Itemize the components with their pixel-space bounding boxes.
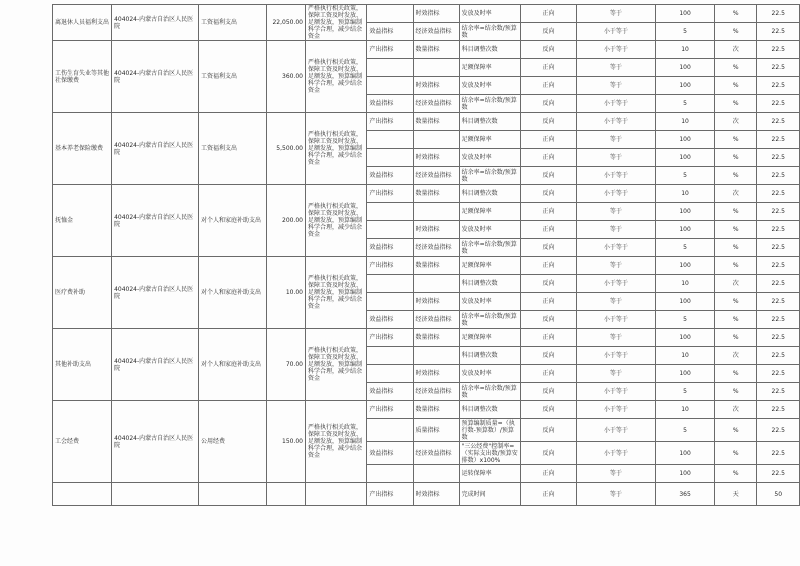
goal-cell: 严格执行相关政策，保障工资及时发放、足额发放，预算编制科学合理，减少结余资金 <box>306 185 367 257</box>
fund-type-cell: 工资福利支出 <box>198 41 266 113</box>
indicator-level3-cell: 科目调整次数 <box>459 401 521 419</box>
indicator-level3-cell: 结余率=结余数/预算数 <box>459 239 521 257</box>
unit-measure-cell: % <box>715 383 757 401</box>
table-row <box>53 113 800 131</box>
direction-cell: 反向 <box>521 442 576 465</box>
operator-cell: 小于等于 <box>576 442 655 465</box>
score-cell: 22.5 <box>757 131 800 149</box>
direction-cell: 反向 <box>521 41 576 59</box>
operator-cell: 小于等于 <box>576 347 655 365</box>
indicator-level2-cell: 经济效益指标 <box>413 383 459 401</box>
target-value-cell: 10 <box>656 185 715 203</box>
score-cell: 22.5 <box>757 239 800 257</box>
project-name-cell: 离退休人员福利支出 <box>53 5 112 41</box>
unit-cell: 404024-内蒙古自治区人民医院 <box>112 41 199 113</box>
indicator-level1-cell <box>367 365 413 383</box>
indicator-level2-cell: 经济效益指标 <box>413 239 459 257</box>
direction-cell: 反向 <box>521 239 576 257</box>
unit-measure-cell: 次 <box>715 347 757 365</box>
score-cell: 22.5 <box>757 149 800 167</box>
score-cell: 22.5 <box>757 95 800 113</box>
unit-measure-cell: % <box>715 257 757 275</box>
indicator-level3-cell: "三公经费"控制率=（实际支出数/预算安排数）x100% <box>459 442 521 465</box>
indicator-level1-cell <box>367 221 413 239</box>
target-value-cell: 5 <box>656 95 715 113</box>
target-value-cell: 100 <box>656 149 715 167</box>
unit-measure-cell: % <box>715 149 757 167</box>
indicator-level3-cell: 科目调整次数 <box>459 41 521 59</box>
indicator-level2-cell <box>413 275 459 293</box>
indicator-level1-cell <box>367 293 413 311</box>
direction-cell: 反向 <box>521 185 576 203</box>
direction-cell: 反向 <box>521 23 576 41</box>
target-value-cell: 5 <box>656 23 715 41</box>
unit-measure-cell: % <box>715 365 757 383</box>
indicator-level2-cell <box>413 59 459 77</box>
indicator-level2-cell: 时效指标 <box>413 149 459 167</box>
target-value-cell: 100 <box>656 5 715 23</box>
operator-cell: 小于等于 <box>576 185 655 203</box>
unit-measure-cell: % <box>715 95 757 113</box>
indicator-level2-cell: 时效指标 <box>413 365 459 383</box>
operator-cell: 小于等于 <box>576 167 655 185</box>
indicator-level2-cell: 经济效益指标 <box>413 442 459 465</box>
operator-cell: 小于等于 <box>576 95 655 113</box>
operator-cell: 等于 <box>576 5 655 23</box>
direction-cell: 反向 <box>521 167 576 185</box>
target-value-cell: 100 <box>656 221 715 239</box>
target-value-cell: 10 <box>656 347 715 365</box>
operator-cell: 等于 <box>576 365 655 383</box>
goal-cell: 严格执行相关政策，保障工资及时发放、足额发放，预算编制科学合理，减少结余资金 <box>306 401 367 483</box>
table-row <box>53 185 800 203</box>
score-cell: 22.5 <box>757 365 800 383</box>
project-name-cell: 工伤生育失业等其他社保缴费 <box>53 41 112 113</box>
indicator-level1-cell: 效益指标 <box>367 167 413 185</box>
fund-type-cell <box>198 483 266 506</box>
goal-cell: 严格执行相关政策，保障工资及时发放、足额发放，预算编制科学合理，减少结余资金 <box>306 41 367 113</box>
indicator-level3-cell: 发放及时率 <box>459 5 521 23</box>
direction-cell: 正向 <box>521 203 576 221</box>
table-row <box>53 5 800 23</box>
score-cell: 22.5 <box>757 442 800 465</box>
indicator-level1-cell <box>367 465 413 483</box>
operator-cell: 等于 <box>576 131 655 149</box>
operator-cell: 小于等于 <box>576 275 655 293</box>
unit-measure-cell: 次 <box>715 41 757 59</box>
goal-cell: 严格执行相关政策，保障工资及时发放、足额发放，预算编制科学合理，减少结余资金 <box>306 5 367 41</box>
unit-cell: 404024-内蒙古自治区人民医院 <box>112 257 199 329</box>
target-value-cell: 5 <box>656 419 715 442</box>
indicator-level1-cell: 产出指标 <box>367 185 413 203</box>
score-cell: 22.5 <box>757 167 800 185</box>
target-value-cell: 100 <box>656 77 715 95</box>
amount-cell: 360.00 <box>267 41 306 113</box>
indicator-level3-cell: 发放及时率 <box>459 365 521 383</box>
indicator-level2-cell: 数量指标 <box>413 401 459 419</box>
unit-measure-cell: % <box>715 311 757 329</box>
unit-measure-cell: % <box>715 131 757 149</box>
indicator-level2-cell: 时效指标 <box>413 5 459 23</box>
indicator-level2-cell: 时效指标 <box>413 483 459 506</box>
score-cell: 22.5 <box>757 311 800 329</box>
unit-measure-cell: % <box>715 23 757 41</box>
performance-target-table <box>52 4 800 506</box>
indicator-level2-cell: 数量指标 <box>413 113 459 131</box>
unit-measure-cell: % <box>715 293 757 311</box>
indicator-level3-cell: 运转保障率 <box>459 465 521 483</box>
project-name-cell: 抚恤金 <box>53 185 112 257</box>
indicator-level3-cell: 发放及时率 <box>459 77 521 95</box>
unit-measure-cell: % <box>715 465 757 483</box>
indicator-level3-cell: 足额保障率 <box>459 329 521 347</box>
direction-cell: 正向 <box>521 483 576 506</box>
indicator-level3-cell: 足额保障率 <box>459 59 521 77</box>
indicator-level3-cell: 结余率=结余数/预算数 <box>459 23 521 41</box>
project-name-cell: 工会经费 <box>53 401 112 483</box>
project-name-cell <box>53 483 112 506</box>
operator-cell: 等于 <box>576 293 655 311</box>
target-value-cell: 100 <box>656 442 715 465</box>
unit-measure-cell: % <box>715 59 757 77</box>
unit-measure-cell: % <box>715 419 757 442</box>
operator-cell: 小于等于 <box>576 41 655 59</box>
score-cell: 50 <box>757 483 800 506</box>
target-value-cell: 100 <box>656 257 715 275</box>
target-value-cell: 5 <box>656 311 715 329</box>
unit-measure-cell: % <box>715 442 757 465</box>
operator-cell: 小于等于 <box>576 239 655 257</box>
amount-cell: 200.00 <box>267 185 306 257</box>
unit-measure-cell: 次 <box>715 113 757 131</box>
unit-cell: 404024-内蒙古自治区人民医院 <box>112 329 199 401</box>
indicator-level1-cell <box>367 77 413 95</box>
target-value-cell: 5 <box>656 239 715 257</box>
direction-cell: 反向 <box>521 113 576 131</box>
indicator-level3-cell: 足额保障率 <box>459 131 521 149</box>
direction-cell: 反向 <box>521 347 576 365</box>
indicator-level3-cell: 发放及时率 <box>459 293 521 311</box>
indicator-level2-cell: 数量指标 <box>413 257 459 275</box>
indicator-level1-cell: 产出指标 <box>367 113 413 131</box>
unit-cell: 404024-内蒙古自治区人民医院 <box>112 5 199 41</box>
direction-cell: 反向 <box>521 311 576 329</box>
operator-cell: 小于等于 <box>576 419 655 442</box>
operator-cell: 小于等于 <box>576 23 655 41</box>
indicator-level1-cell <box>367 59 413 77</box>
fund-type-cell: 对个人和家庭补助支出 <box>198 329 266 401</box>
score-cell: 22.5 <box>757 401 800 419</box>
score-cell: 22.5 <box>757 5 800 23</box>
unit-measure-cell: % <box>715 203 757 221</box>
indicator-level1-cell: 效益指标 <box>367 239 413 257</box>
fund-type-cell: 公用经费 <box>198 401 266 483</box>
direction-cell: 正向 <box>521 221 576 239</box>
indicator-level2-cell: 质量指标 <box>413 419 459 442</box>
indicator-level1-cell: 产出指标 <box>367 41 413 59</box>
indicator-level1-cell: 效益指标 <box>367 311 413 329</box>
direction-cell: 反向 <box>521 275 576 293</box>
indicator-level2-cell: 数量指标 <box>413 329 459 347</box>
amount-cell: 5,500.00 <box>267 113 306 185</box>
indicator-level1-cell: 产出指标 <box>367 329 413 347</box>
indicator-level1-cell: 效益指标 <box>367 383 413 401</box>
indicator-level1-cell <box>367 419 413 442</box>
table-row <box>53 329 800 347</box>
operator-cell: 小于等于 <box>576 113 655 131</box>
target-value-cell: 10 <box>656 401 715 419</box>
goal-cell: 严格执行相关政策，保障工资及时发放、足额发放，预算编制科学合理，减少结余资金 <box>306 113 367 185</box>
indicator-level1-cell: 效益指标 <box>367 442 413 465</box>
indicator-level3-cell: 预算编制质量=（执行数-预算数）/预算数 <box>459 419 521 442</box>
indicator-level3-cell: 科目调整次数 <box>459 275 521 293</box>
indicator-level1-cell <box>367 149 413 167</box>
indicator-level3-cell: 结余率=结余数/预算数 <box>459 167 521 185</box>
target-value-cell: 10 <box>656 275 715 293</box>
direction-cell: 正向 <box>521 257 576 275</box>
unit-cell: 404024-内蒙古自治区人民医院 <box>112 113 199 185</box>
fund-type-cell: 对个人和家庭补助支出 <box>198 257 266 329</box>
table-row <box>53 401 800 419</box>
fund-type-cell: 对个人和家庭补助支出 <box>198 185 266 257</box>
goal-cell: 严格执行相关政策，保障工资及时发放、足额发放，预算编制科学合理，减少结余资金 <box>306 257 367 329</box>
unit-measure-cell: % <box>715 221 757 239</box>
operator-cell: 等于 <box>576 149 655 167</box>
table-row <box>53 41 800 59</box>
score-cell: 22.5 <box>757 329 800 347</box>
unit-cell: 404024-内蒙古自治区人民医院 <box>112 185 199 257</box>
unit-measure-cell: % <box>715 239 757 257</box>
indicator-level2-cell: 经济效益指标 <box>413 311 459 329</box>
target-value-cell: 100 <box>656 203 715 221</box>
target-value-cell: 365 <box>656 483 715 506</box>
indicator-level3-cell: 足额保障率 <box>459 257 521 275</box>
unit-measure-cell: 次 <box>715 275 757 293</box>
indicator-level1-cell: 产出指标 <box>367 257 413 275</box>
indicator-level1-cell: 产出指标 <box>367 401 413 419</box>
direction-cell: 正向 <box>521 329 576 347</box>
unit-cell <box>112 483 199 506</box>
operator-cell: 小于等于 <box>576 311 655 329</box>
target-value-cell: 100 <box>656 465 715 483</box>
indicator-level1-cell <box>367 203 413 221</box>
unit-cell: 404024-内蒙古自治区人民医院 <box>112 401 199 483</box>
indicator-level3-cell: 结余率=结余数/预算数 <box>459 383 521 401</box>
target-value-cell: 10 <box>656 41 715 59</box>
indicator-level2-cell: 经济效益指标 <box>413 167 459 185</box>
target-value-cell: 5 <box>656 383 715 401</box>
indicator-level2-cell <box>413 203 459 221</box>
target-value-cell: 5 <box>656 167 715 185</box>
score-cell: 22.5 <box>757 41 800 59</box>
target-value-cell: 100 <box>656 293 715 311</box>
score-cell: 22.5 <box>757 419 800 442</box>
indicator-level2-cell: 经济效益指标 <box>413 95 459 113</box>
amount-cell <box>267 483 306 506</box>
direction-cell: 正向 <box>521 293 576 311</box>
operator-cell: 等于 <box>576 59 655 77</box>
direction-cell: 正向 <box>521 465 576 483</box>
indicator-level2-cell: 时效指标 <box>413 293 459 311</box>
score-cell: 22.5 <box>757 203 800 221</box>
target-value-cell: 100 <box>656 131 715 149</box>
indicator-level2-cell: 数量指标 <box>413 185 459 203</box>
operator-cell: 等于 <box>576 483 655 506</box>
indicator-level2-cell <box>413 347 459 365</box>
project-name-cell: 其他补助支出 <box>53 329 112 401</box>
direction-cell: 反向 <box>521 419 576 442</box>
amount-cell: 150.00 <box>267 401 306 483</box>
indicator-level3-cell: 足额保障率 <box>459 203 521 221</box>
unit-measure-cell: 次 <box>715 185 757 203</box>
target-value-cell: 100 <box>656 59 715 77</box>
direction-cell: 正向 <box>521 77 576 95</box>
goal-cell: 严格执行相关政策，保障工资及时发放、足额发放，预算编制科学合理，减少结余资金 <box>306 329 367 401</box>
indicator-level2-cell: 时效指标 <box>413 77 459 95</box>
unit-measure-cell: 次 <box>715 401 757 419</box>
indicator-level2-cell: 数量指标 <box>413 41 459 59</box>
indicator-level3-cell: 结余率=结余数/预算数 <box>459 95 521 113</box>
fund-type-cell: 工资福利支出 <box>198 5 266 41</box>
score-cell: 22.5 <box>757 257 800 275</box>
indicator-level1-cell: 产出指标 <box>367 483 413 506</box>
indicator-level1-cell <box>367 275 413 293</box>
direction-cell: 反向 <box>521 95 576 113</box>
target-value-cell: 100 <box>656 365 715 383</box>
goal-cell <box>306 483 367 506</box>
amount-cell: 70.00 <box>267 329 306 401</box>
indicator-level1-cell: 效益指标 <box>367 95 413 113</box>
indicator-level3-cell: 科目调整次数 <box>459 347 521 365</box>
score-cell: 22.5 <box>757 465 800 483</box>
indicator-level1-cell: 效益指标 <box>367 23 413 41</box>
table-body <box>53 5 800 506</box>
table-row <box>53 257 800 275</box>
indicator-level3-cell: 科目调整次数 <box>459 113 521 131</box>
indicator-level1-cell <box>367 347 413 365</box>
indicator-level3-cell: 完成时间 <box>459 483 521 506</box>
score-cell: 22.5 <box>757 221 800 239</box>
indicator-level3-cell: 发放及时率 <box>459 221 521 239</box>
score-cell: 22.5 <box>757 113 800 131</box>
score-cell: 22.5 <box>757 293 800 311</box>
indicator-level2-cell: 经济效益指标 <box>413 23 459 41</box>
direction-cell: 反向 <box>521 401 576 419</box>
project-name-cell: 基本养老保险缴费 <box>53 113 112 185</box>
unit-measure-cell: % <box>715 167 757 185</box>
direction-cell: 正向 <box>521 59 576 77</box>
operator-cell: 等于 <box>576 257 655 275</box>
indicator-level1-cell <box>367 131 413 149</box>
score-cell: 22.5 <box>757 383 800 401</box>
operator-cell: 小于等于 <box>576 401 655 419</box>
indicator-level3-cell: 结余率=结余数/预算数 <box>459 311 521 329</box>
target-value-cell: 10 <box>656 113 715 131</box>
project-name-cell: 医疗费补助 <box>53 257 112 329</box>
operator-cell: 等于 <box>576 465 655 483</box>
unit-measure-cell: % <box>715 5 757 23</box>
operator-cell: 等于 <box>576 329 655 347</box>
direction-cell: 反向 <box>521 383 576 401</box>
target-value-cell: 100 <box>656 329 715 347</box>
direction-cell: 正向 <box>521 5 576 23</box>
operator-cell: 小于等于 <box>576 383 655 401</box>
score-cell: 22.5 <box>757 275 800 293</box>
operator-cell: 等于 <box>576 203 655 221</box>
score-cell: 22.5 <box>757 23 800 41</box>
amount-cell: 10.00 <box>267 257 306 329</box>
unit-measure-cell: 天 <box>715 483 757 506</box>
operator-cell: 等于 <box>576 77 655 95</box>
score-cell: 22.5 <box>757 347 800 365</box>
unit-measure-cell: % <box>715 77 757 95</box>
amount-cell: 22,050.00 <box>267 5 306 41</box>
indicator-level1-cell <box>367 5 413 23</box>
indicator-level2-cell: 时效指标 <box>413 221 459 239</box>
score-cell: 22.5 <box>757 59 800 77</box>
indicator-level3-cell: 科目调整次数 <box>459 185 521 203</box>
score-cell: 22.5 <box>757 77 800 95</box>
unit-measure-cell: % <box>715 329 757 347</box>
indicator-level2-cell <box>413 465 459 483</box>
score-cell: 22.5 <box>757 185 800 203</box>
table-row <box>53 483 800 506</box>
fund-type-cell: 工资福利支出 <box>198 113 266 185</box>
operator-cell: 等于 <box>576 221 655 239</box>
direction-cell: 正向 <box>521 365 576 383</box>
indicator-level3-cell: 发放及时率 <box>459 149 521 167</box>
indicator-level2-cell <box>413 131 459 149</box>
direction-cell: 正向 <box>521 131 576 149</box>
direction-cell: 正向 <box>521 149 576 167</box>
